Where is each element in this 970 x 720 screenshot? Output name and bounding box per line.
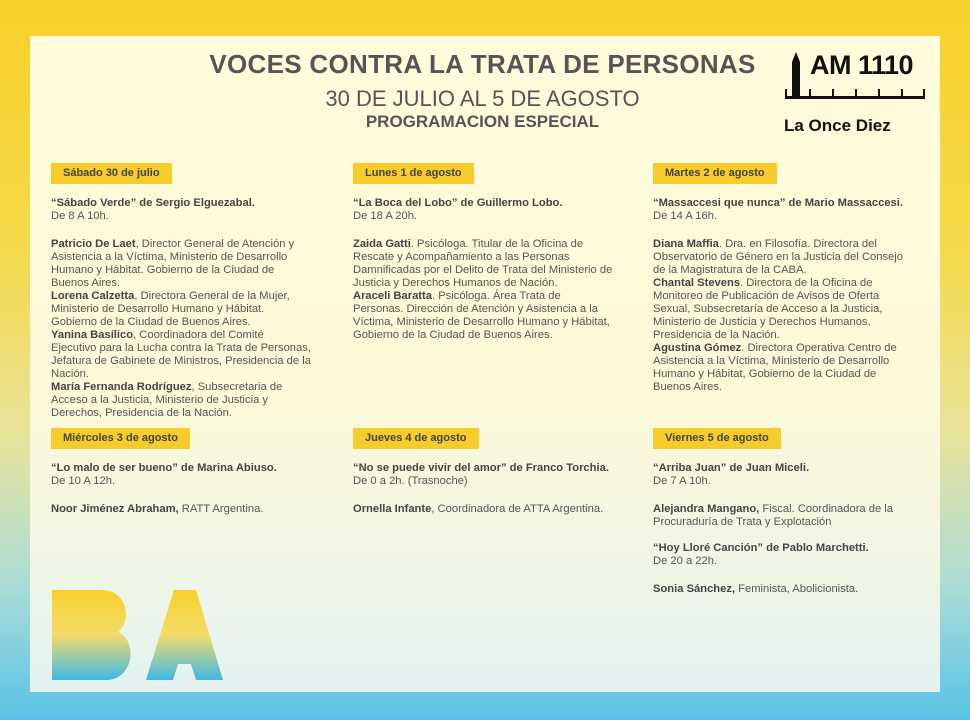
radio-logo	[782, 50, 927, 136]
program-title-text: “Hoy Lloré Canción” de Pablo Marchetti.	[653, 542, 869, 554]
guest-name: Lorena Calzetta	[51, 290, 135, 302]
program-title	[653, 462, 913, 475]
day-column	[51, 163, 311, 420]
poster-dates: 30 DE JULIO AL 5 DE AGOSTO	[325, 86, 640, 111]
guest-description: Feminista, Abolicionista.	[735, 583, 859, 595]
guest-entry	[653, 238, 913, 277]
guest-description: , Coordinadora de ATTA Argentina.	[431, 503, 604, 515]
guest-name: Sonia Sánchez,	[653, 583, 736, 595]
program-title-text: “Arriba Juan” de Juan Miceli.	[653, 462, 810, 474]
day-column	[353, 163, 613, 342]
guest-entry	[653, 277, 913, 342]
guest-description: . Psicóloga. Titular de la Oficina de Rescate y Acompañamiento a las Personas Damnificadas por el Delito de Trata del Ministerio de Justicia y Derechos Humanos de Nación.	[353, 238, 613, 289]
guest-name: Zaida Gatti	[353, 238, 411, 250]
guest-entry	[51, 290, 311, 329]
program-time: De 20 a 22h.	[653, 555, 718, 567]
program-time: De 7 A 10h.	[653, 475, 711, 487]
guest-description: . Directora de la Oficina de Monitoreo de Publicación de Avisos de Oferta Sexual, Subsecretaría de Acceso a la Justicia, Ministerio de Justicia y Derechos Humanos, Presidencia de la Nación.	[653, 277, 883, 341]
program-title-text: “La Boca del Lobo” de Guillermo Lobo.	[353, 197, 563, 209]
guest-description: . Dra. en Filosofía. Directora del Observatorio de Género en la Justicia del Consejo de la Magistratura de la CABA.	[653, 238, 903, 276]
program-title	[51, 197, 311, 210]
ba-logo-text: BA	[50, 588, 52, 589]
program-time: De 18 A 20h.	[353, 210, 418, 222]
guest-entry	[353, 503, 613, 516]
guest-entry	[353, 238, 613, 290]
day-column	[653, 428, 913, 596]
guest-name: María Fernanda Rodríguez	[51, 381, 192, 393]
day-label: Viernes 5 de agosto	[653, 428, 781, 449]
guest-description: . Psicóloga. Área Trata de Personas. Dirección de Atención y Asistencia a la Víctima, Ministerio de Desarrollo Humano y Hábitat, Gobierno de la Ciudad de Buenos Aires.	[353, 290, 610, 341]
program-title	[353, 197, 613, 210]
day-column	[353, 428, 613, 516]
guest-name: Yanina Basílico	[51, 329, 134, 341]
guest-description: Fiscal. Coordinadora de la Procuraduría de Trata y Explotación	[653, 503, 894, 528]
guest-name: Diana Maffia	[653, 238, 719, 250]
guest-name: Ornella Infante	[353, 503, 432, 515]
guest-name: Araceli Baratta	[353, 290, 432, 302]
guest-entry	[653, 583, 913, 596]
guest-name: Agustina Gómez	[653, 342, 742, 354]
guest-description: , Subsecretaria de Acceso a la Justicia, Ministerio de Justicia y Derechos, Presidencia de la Nación.	[51, 381, 283, 419]
program-title-text: “Sábado Verde” de Sergio Elguezabal.	[51, 197, 255, 209]
radio-name: La Once Diez	[784, 116, 891, 135]
guest-description: RATT Argentina.	[178, 503, 264, 515]
guest-name: Noor Jiménez Abraham,	[51, 503, 179, 515]
guest-entry	[51, 503, 311, 516]
program-title	[51, 462, 311, 475]
guest-entry	[51, 329, 311, 381]
guest-entry	[51, 381, 311, 420]
guest-entry	[653, 503, 913, 529]
guest-name: Patricio De Laet	[51, 238, 136, 250]
guest-entry	[653, 342, 913, 394]
poster-subtitle: PROGRAMACION ESPECIAL	[365, 112, 600, 131]
program-title	[353, 462, 613, 475]
program-title	[653, 542, 913, 555]
poster-title: VOCES CONTRA LA TRATA DE PERSONAS	[209, 49, 756, 79]
program-time: De 8 A 10h.	[51, 210, 109, 222]
program-time: De 14 A 16h.	[653, 210, 718, 222]
day-label: Miércoles 3 de agosto	[51, 428, 190, 449]
guest-name: Alejandra Mangano,	[653, 503, 760, 515]
guest-description: , Coordinadora del Comité Ejecutivo para la Lucha contra la Trata de Personas, Jefatura de Gabinete de Ministros, Presidencia de la Nación.	[51, 329, 311, 380]
day-label: Lunes 1 de agosto	[353, 163, 474, 184]
guest-description: , Director General de Atención y Asistencia a la Víctima, Ministerio de Desarrollo Humano y Hábitat. Gobierno de la Ciudad de Buenos Aires.	[51, 238, 295, 289]
program-title-text: “Massaccesi que nunca” de Mario Massaccesi.	[653, 197, 903, 209]
day-label: Sábado 30 de julio	[51, 163, 172, 184]
guest-entry	[51, 238, 311, 290]
radio-frequency: AM 1110	[810, 50, 914, 80]
program-time: De 10 A 12h.	[51, 475, 116, 487]
day-column	[653, 163, 913, 394]
guest-entry	[353, 290, 613, 342]
program-title	[653, 197, 913, 210]
day-column	[51, 428, 311, 516]
guest-description: . Directora Operativa Centro de Asistencia a la Víctima, Ministerio de Desarrollo Humano y Hábitat, Gobierno de la Ciudad de Buenos Aires.	[653, 342, 897, 393]
day-label: Martes 2 de agosto	[653, 163, 777, 184]
spacer	[653, 529, 913, 542]
ba-logo	[50, 588, 225, 683]
day-label: Jueves 4 de agosto	[353, 428, 479, 449]
program-time: De 0 a 2h. (Trasnoche)	[353, 475, 468, 487]
program-title-text: “No se puede vivir del amor” de Franco Torchia.	[353, 462, 609, 474]
guest-name: Chantal Stevens	[653, 277, 741, 289]
program-title-text: “Lo malo de ser bueno” de Marina Abiuso.	[51, 462, 277, 474]
guest-description: , Directora General de la Mujer, Ministerio de Desarrollo Humano y Hábitat. Gobierno de la Ciudad de Buenos Aires.	[51, 290, 290, 328]
